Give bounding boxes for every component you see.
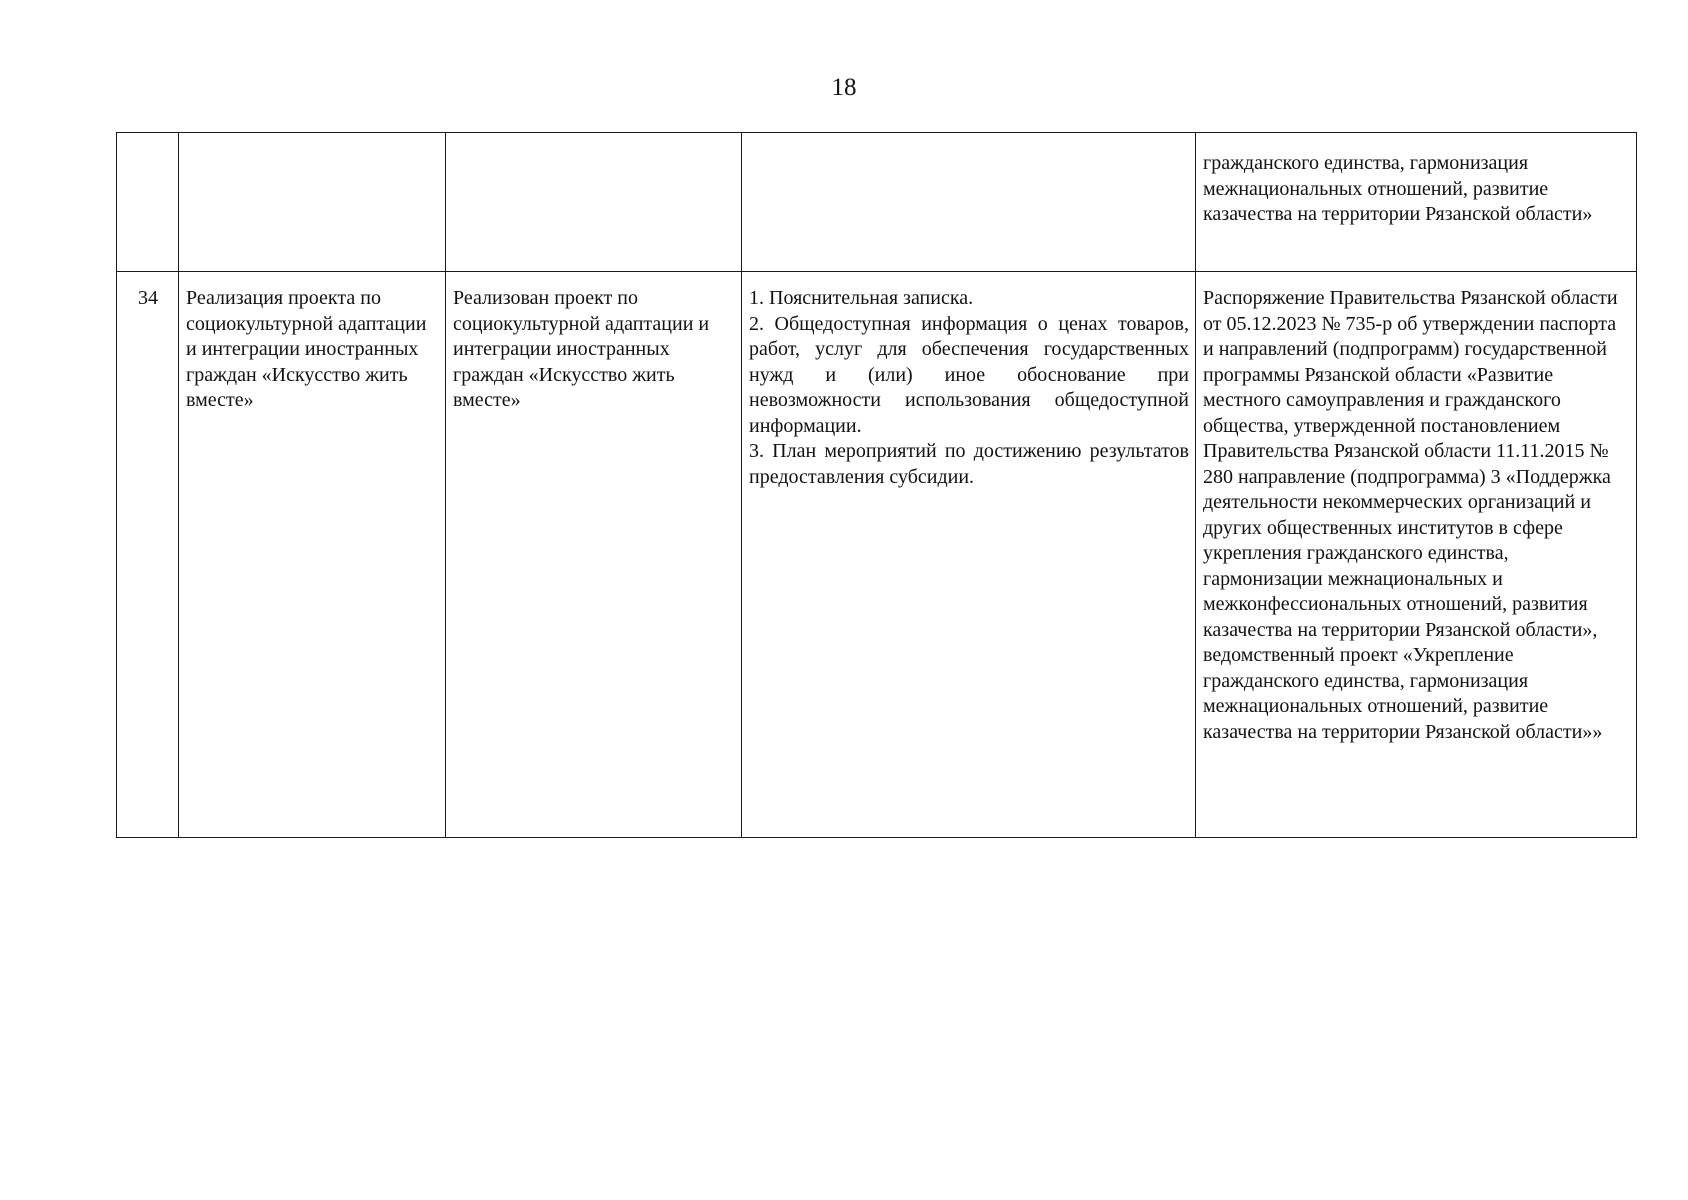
cell-result xyxy=(446,133,742,272)
document-item: 2. Общедоступная информация о ценах товаров, работ, услуг для обеспечения государственных нужд и (или) иное обоснование при невозможности использования общедоступной информации. xyxy=(749,312,1189,437)
document-item: 3. План мероприятий по достижению результатов предоставления субсидии. xyxy=(749,440,1189,488)
cell-documents xyxy=(742,272,1196,838)
cell-documents xyxy=(742,133,1196,272)
measures-table xyxy=(116,132,1637,838)
document-item: 1. Пояснительная записка. xyxy=(749,287,974,309)
cell-legal-basis: Распоряжение Правительства Рязанской области от 05.12.2023 № 735-р об утверждении паспорта и направлений (подпрограмм) государственной программы Рязанской области «Развитие местного самоуправления и гражданского общества, утвержденной постановлением Правительства Рязанской области 11.11.2015 № 280 направление (подпрограмма) 3 «Поддержка деятельности некоммерческих организаций и других общественных институтов в сфере укрепления гражданского единства, гармонизации межнациональных и межконфессиональных отношений, развития казачества на территории Рязанской области», ведомственный проект «Укрепление гражданского единства, гармонизация межнациональных отношений, развитие казачества на территории Рязанской области»» xyxy=(1196,272,1637,838)
table-row xyxy=(117,272,1637,838)
cell-measure-name xyxy=(179,133,446,272)
cell-number: 34 xyxy=(117,272,179,838)
cell-result: Реализован проект по социокультурной адаптации и интеграции иностранных граждан «Искусство жить вместе» xyxy=(446,272,742,838)
cell-measure-name: Реализация проекта по социокультурной адаптации и интеграции иностранных граждан «Искусство жить вместе» xyxy=(179,272,446,838)
cell-number xyxy=(117,133,179,272)
page-number: 18 xyxy=(831,74,857,101)
table-row xyxy=(117,133,1637,272)
cell-legal-basis: гражданского единства, гармонизация межнациональных отношений, развитие казачества на территории Рязанской области» xyxy=(1196,133,1637,272)
